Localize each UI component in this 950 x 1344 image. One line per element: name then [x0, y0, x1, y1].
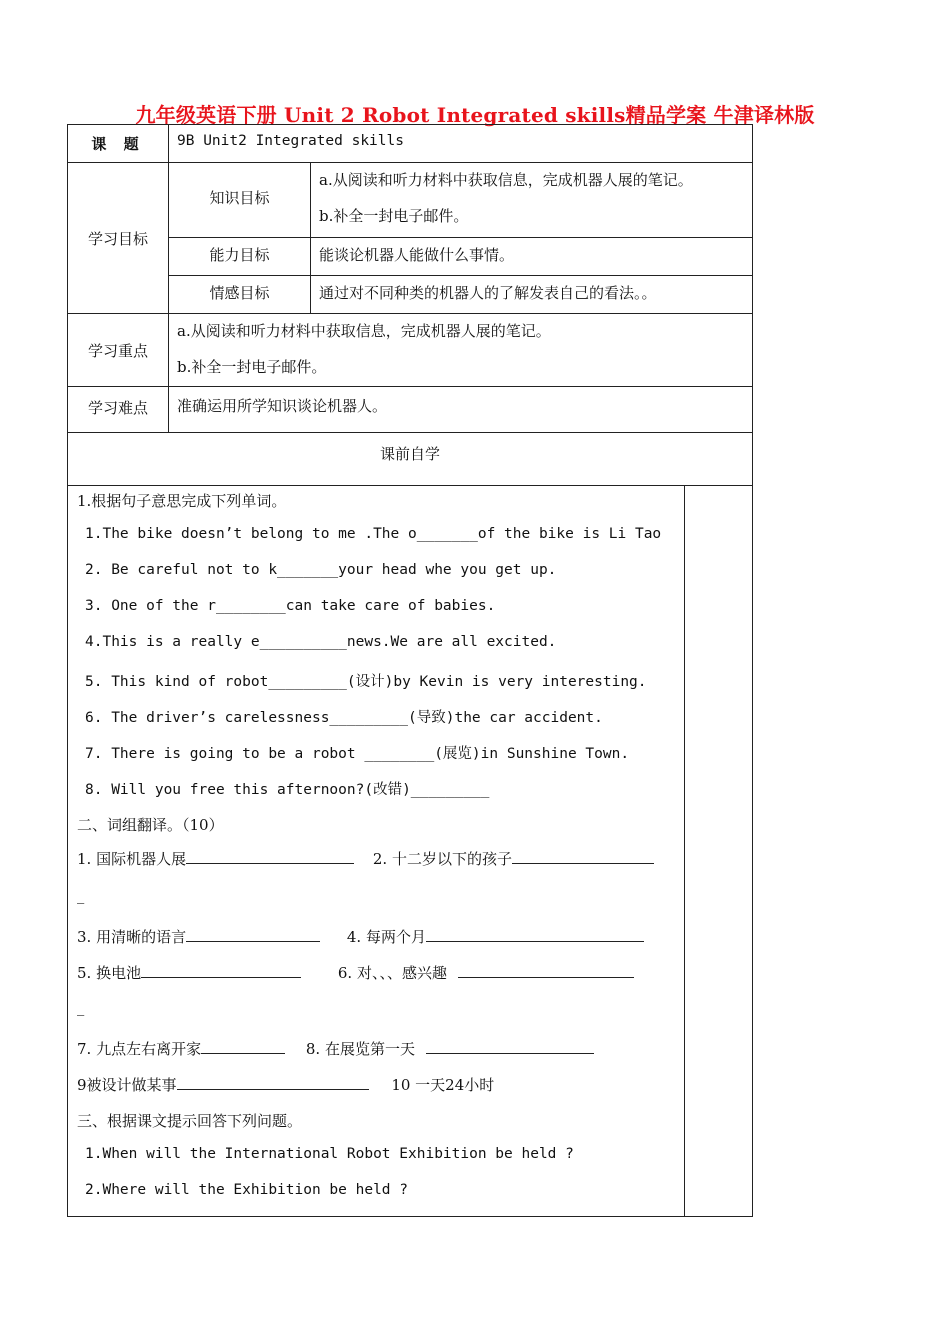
answer-blank[interactable] [186, 862, 354, 864]
phrase-row [77, 1038, 594, 1059]
section1-item: 5. This kind of robot_________(设计)by Kevin is very interesting. [85, 674, 647, 690]
section2-heading: 二、词组翻译。（10） [77, 816, 224, 834]
phrase-item: 2. 十二岁以下的孩子 [372, 850, 512, 868]
emotion-value: 通过对不同种类的机器人的了解发表自己的看法。。 [319, 284, 657, 302]
section1-item: 1.The bike doesn’t belong to me .The o_______of the bike is Li Tao [85, 526, 662, 542]
keypoints-cell [169, 314, 753, 387]
preview-header-cell [68, 433, 753, 486]
wrap-dash: _ [77, 888, 85, 904]
topic-label: 课 题 [91, 135, 145, 153]
emotion-cell [311, 276, 753, 314]
phrase-item: 7. 九点左右离开家 [77, 1040, 202, 1058]
section1-heading: 1.根据句子意思完成下列单词。 [77, 492, 287, 510]
phrase-row [77, 926, 644, 947]
keypoints-label: 学习重点 [87, 341, 148, 360]
notes-column [685, 486, 753, 1217]
difficulty-value: 准确运用所学知识谈论机器人。 [177, 397, 388, 415]
phrase-item: 10 一天24小时 [391, 1076, 495, 1094]
exercise-cell [68, 486, 685, 1217]
knowledge-item: a.从阅读和听力材料中获取信息，完成机器人展的笔记。 [319, 171, 693, 189]
section1-item: 3. One of the r________can take care of babies. [85, 598, 496, 614]
section3-heading: 三、根据课文提示回答下列问题。 [77, 1112, 303, 1130]
section1-item: 8. Will you free this afternoon?(改错)_________ [85, 782, 490, 798]
emotion-label: 情感目标 [209, 284, 270, 302]
page-title: 九年级英语下册 Unit 2 Robot Integrated skills精品学案 牛津译林版 [135, 103, 815, 127]
knowledge-item: b.补全一封电子邮件。 [319, 207, 469, 225]
difficulty-label-cell [68, 387, 169, 433]
ability-cell [311, 238, 753, 276]
section3-item: 1.When will the International Robot Exhibition be held ? [85, 1146, 574, 1162]
topic-value: 9B Unit2 Integrated skills [177, 133, 404, 149]
answer-blank[interactable] [141, 976, 301, 978]
section3-item: 2.Where will the Exhibition be held ? [85, 1182, 409, 1198]
section1-item: 4.This is a really e__________news.We are all excited. [85, 634, 557, 650]
phrase-item: 8. 在展览第一天 [305, 1040, 415, 1058]
difficulty-cell [169, 387, 753, 433]
answer-blank[interactable] [186, 940, 320, 942]
objectives-label-cell [68, 163, 169, 314]
emotion-label-cell [169, 276, 311, 314]
exercise-area [68, 486, 684, 1216]
phrase-row [77, 962, 634, 983]
keypoint-item: b.补全一封电子邮件。 [177, 358, 327, 376]
preview-label: 课前自学 [379, 445, 440, 463]
knowledge-cell [311, 163, 753, 238]
keypoints-label-cell [68, 314, 169, 387]
topic-label-cell [68, 125, 169, 163]
objectives-label: 学习目标 [87, 229, 148, 248]
phrase-item: 3. 用清晰的语言 [77, 928, 187, 946]
keypoint-item: a.从阅读和听力材料中获取信息，完成机器人展的笔记。 [177, 322, 551, 340]
phrase-item: 4. 每两个月 [346, 928, 426, 946]
phrase-item: 5. 换电池 [77, 964, 142, 982]
topic-value-cell [169, 125, 753, 163]
section1-item: 7. There is going to be a robot ________(展览)in Sunshine Town. [85, 746, 630, 762]
phrase-row [77, 848, 654, 869]
answer-blank[interactable] [201, 1052, 285, 1054]
answer-blank[interactable] [458, 976, 634, 978]
answer-blank[interactable] [426, 940, 644, 942]
wrap-dash: _ [77, 1000, 85, 1016]
knowledge-label: 知识目标 [209, 189, 270, 207]
ability-value: 能谈论机器人能做什么事情。 [319, 246, 515, 264]
answer-blank[interactable] [512, 862, 654, 864]
ability-label-cell [169, 238, 311, 276]
difficulty-label: 学习难点 [87, 399, 148, 417]
answer-blank[interactable] [177, 1088, 369, 1090]
phrase-item: 9被设计做某事 [77, 1076, 177, 1094]
ability-label: 能力目标 [209, 246, 270, 264]
section1-item: 2. Be careful not to k_______your head whe you get up. [85, 562, 557, 578]
lesson-plan-table [67, 124, 753, 1217]
phrase-item: 1. 国际机器人展 [77, 850, 187, 868]
answer-blank[interactable] [426, 1052, 594, 1054]
section1-item: 6. The driver’s carelessness_________(导致)the car accident. [85, 710, 603, 726]
phrase-row [77, 1074, 494, 1095]
knowledge-label-cell [169, 163, 311, 238]
phrase-item: 6. 对、、、感兴趣 [337, 964, 447, 982]
